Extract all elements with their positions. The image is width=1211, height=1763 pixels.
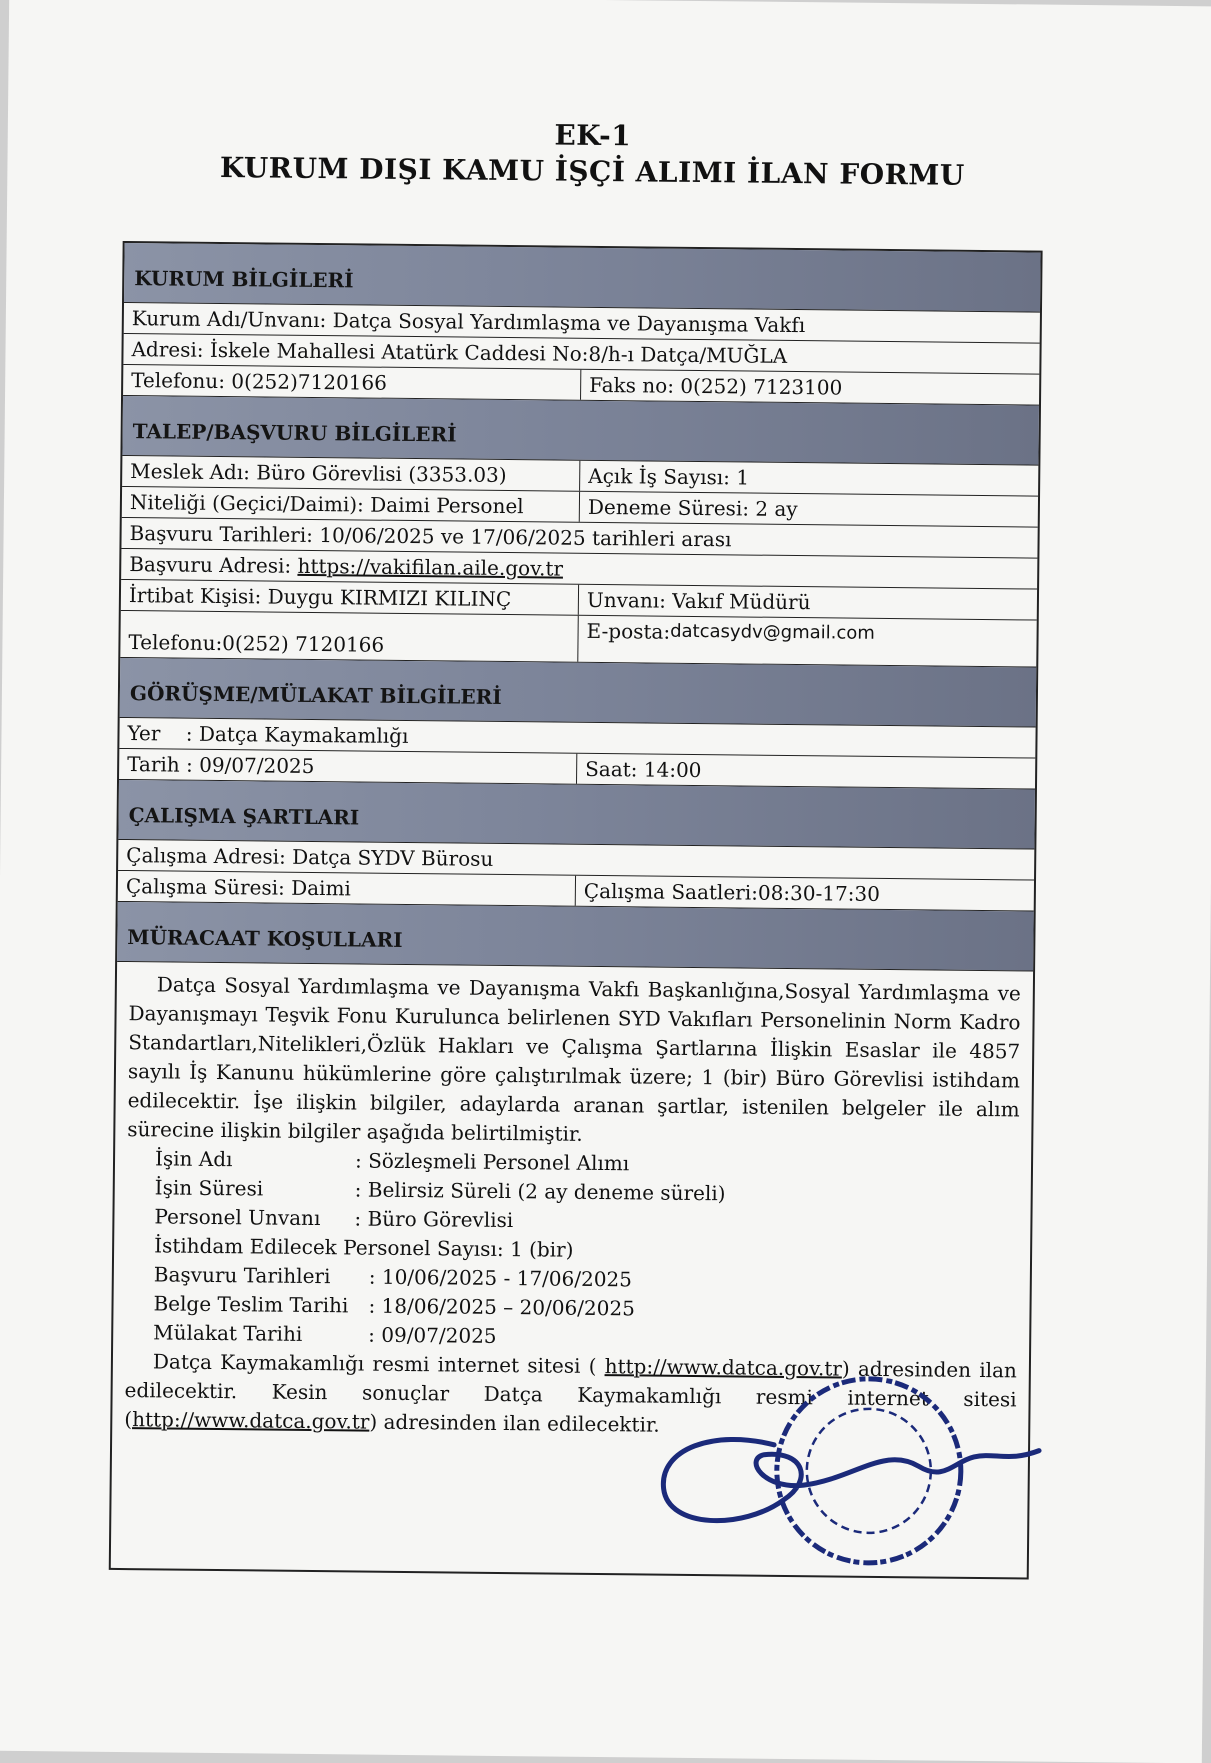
annex-label: EK-1 (554, 118, 632, 153)
official-seal-and-signature (652, 1369, 1054, 1603)
interview-date: Tarih : 09/07/2025 (119, 749, 577, 784)
institution-name: Kurum Adı/Unvanı: Datça Sosyal Yardımlaşma ve Dayanışma Vakfı (131, 306, 806, 338)
application-dates: Başvuru Tarihleri: 10/06/2025 ve 17/06/2025 tarihleri arası (129, 521, 732, 552)
contact-email (578, 616, 1036, 667)
section-header-talep: TALEP/BAŞVURU BİLGİLERİ (122, 396, 1039, 466)
conditions-item-key: İşin Süresi (154, 1175, 264, 1201)
contact-title: Unvanı: Vakıf Müdürü (586, 587, 811, 615)
closing-link-1[interactable]: http://www.datca.gov.tr (604, 1354, 843, 1381)
conditions-item-key: Belge Teslim Tarihi (153, 1291, 349, 1318)
signature-icon (663, 1439, 1039, 1524)
conditions-item-key: İstihdam Edilecek Personel Sayısı (154, 1233, 498, 1261)
institution-address: Adresi: İskele Mahallesi Atatürk Caddesi No:8/h-ı Datça/MUĞLA (131, 337, 788, 368)
probation-period: Deneme Süresi: 2 ay (587, 494, 798, 522)
section-header-calisma: ÇALIŞMA ŞARTLARI (118, 780, 1035, 850)
application-address-label: Başvuru Adresi: (129, 552, 298, 578)
conditions-paragraph: Datça Sosyal Yardımlaşma ve Dayanışma Vakfı Başkanlığına,Sosyal Yardımlaşma ve Dayanışmayı Teşvik Fonu Kurulunca belirlenen SYD Vakıfları Personelinin Norm Kadro Standartları,Nitelikleri,Özlük Hakları ve Çalışma Şartlarına İlişkin Esaslar ile 4857 sayılı İş Kanunu hükümlerine göre çalıştırılmak üzere; 1 (bir) Büro Görevlisi istihdam edilecektir. İşe ilişkin bilgiler, adaylarda aranan şartlar, istenilen belgeler ile alım sürecine ilişkin bilgiler aşağıda belirtilmiştir. (127, 972, 1021, 1146)
contact-phone-text: Telefonu:0(252) 7120166 (128, 630, 385, 657)
title-block (7, 112, 1178, 196)
conditions-item-key: Mülakat Tarihi (153, 1320, 303, 1346)
conditions-item-value: : Belirsiz Süreli (2 ay deneme süreli) (354, 1177, 726, 1206)
conditions-item-value: : Büro Görevlisi (354, 1206, 514, 1233)
closing-text-2: ) adresinden ilan edilecektir. Kesin sonuçlar Datça Kaymakamlığı resmi internet sitesi ( (124, 1356, 1017, 1432)
institution-fax: Faks no: 0(252) 7123100 (589, 372, 843, 400)
conditions-item-value: : 18/06/2025 – 20/06/2025 (368, 1293, 636, 1321)
interview-place: Yer : Datça Kaymakamlığı (127, 721, 409, 748)
interview-time: Saat: 14:00 (585, 756, 702, 783)
section-header-kurum: KURUM BİLGİLERİ (124, 243, 1041, 313)
conditions-item-value: : Sözleşmeli Personel Alımı (354, 1148, 630, 1176)
closing-text-3: ) adresinden ilan edilecektir. (369, 1409, 660, 1437)
occupation-name: Meslek Adı: Büro Görevlisi (3353.03) (122, 456, 580, 491)
section-header-gorusme: GÖRÜŞME/MÜLAKAT BİLGİLERİ (120, 658, 1037, 728)
contact-person: İrtibat Kişisi: Duygu KIRMIZI KILINÇ (121, 580, 579, 615)
work-hours: Çalışma Saatleri:08:30-17:30 (583, 878, 881, 906)
closing-link-2[interactable]: http://www.datca.gov.tr (132, 1407, 370, 1434)
conditions-item-value: : 09/07/2025 (368, 1322, 497, 1348)
open-positions: Açık İş Sayısı: 1 (588, 463, 750, 490)
conditions-list (125, 1144, 1019, 1356)
institution-phone: Telefonu: 0(252)7120166 (123, 365, 581, 400)
contact-phone (120, 611, 578, 662)
form-title: KURUM DIŞI KAMU İŞÇİ ALIMI İLAN FORMU (219, 150, 965, 192)
conditions-item-key: Başvuru Tarihleri (153, 1262, 331, 1289)
section-header-muracaat: MÜRACAAT KOŞULLARI (117, 902, 1034, 972)
closing-text-1: Datça Kaymakamlığı resmi internet sitesi ( (152, 1349, 605, 1379)
conditions-item-value: : 1 (bir) (496, 1236, 574, 1262)
contact-email-value[interactable]: datcasydv@gmail.com (670, 620, 875, 644)
employment-type: Niteliği (Geçici/Daimi): Daimi Personel (122, 487, 580, 522)
contact-email-label: E-posta: (586, 618, 671, 644)
application-address-link[interactable]: https://vakifilan.aile.gov.tr (297, 553, 564, 581)
conditions-item-value: : 10/06/2025 - 17/06/2025 (368, 1264, 633, 1292)
conditions-item-key: İşin Adı (154, 1146, 233, 1172)
conditions-item-key: Personel Unvanı (154, 1204, 321, 1231)
work-address: Çalışma Adresi: Datça SYDV Bürosu (126, 843, 494, 871)
work-duration: Çalışma Süresi: Daimi (118, 871, 576, 906)
